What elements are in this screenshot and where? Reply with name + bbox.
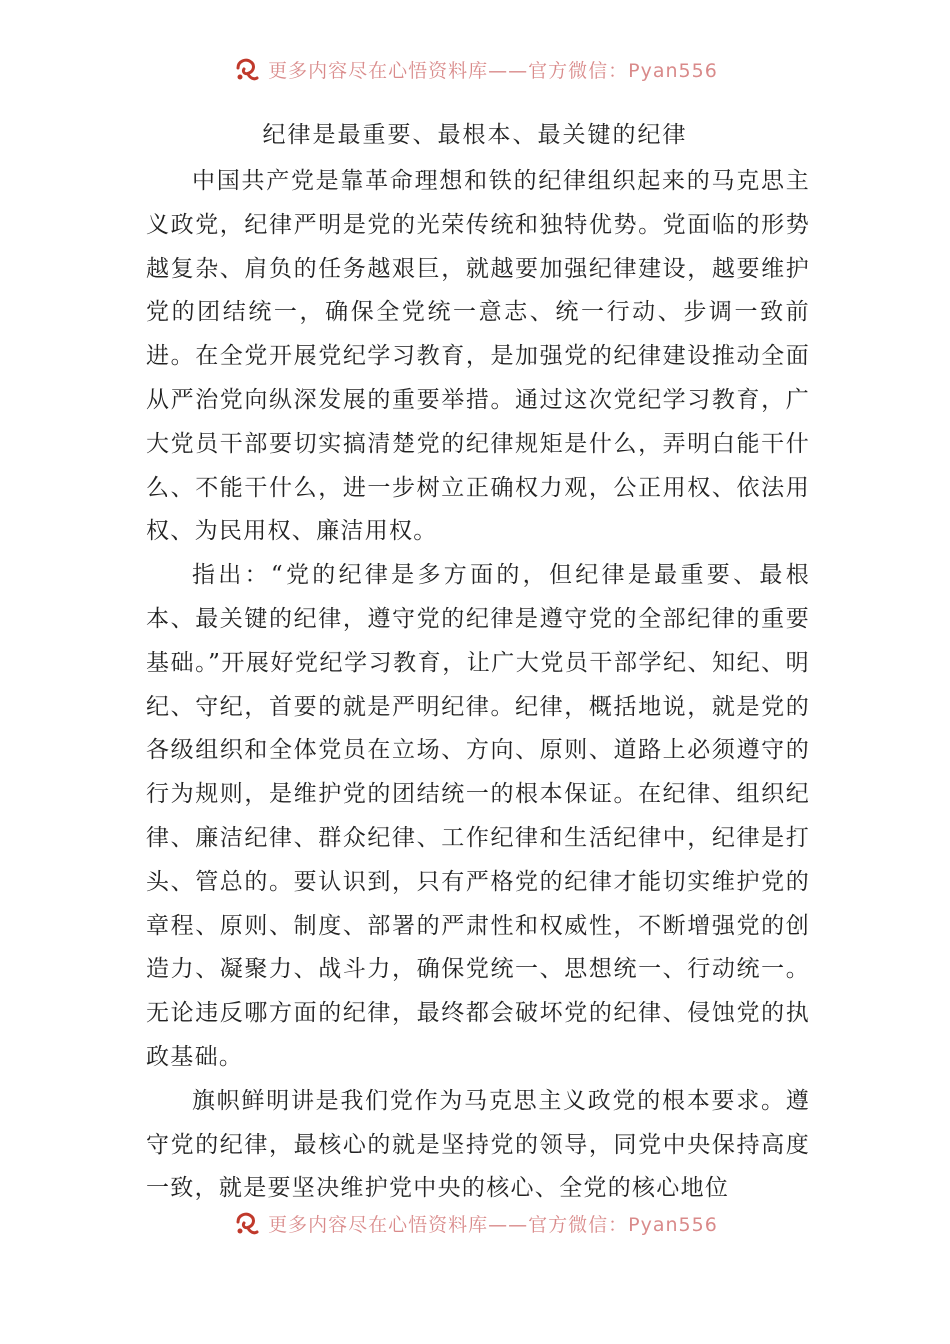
paragraph-2: 指出：“党的纪律是多方面的，但纪律是最重要、最根本、最关键的纪律，遵守党的纪律是遵守党的全部纪律的重要基础。”开展好党纪学习教育，让广大党员干部学纪、知纪、明纪、守纪，首要的就是严明纪律。纪律，概括地说，就是党的各级组织和全体党员在立场、方向、原则、道路上必须遵守的行为规则，是维护党的团结统一的根本保证。在纪律、组织纪律、廉洁纪律、群众纪律、工作纪律和生活纪律中，纪律是打头、管总的。要认识到，只有严格党的纪律才能切实维护党的章程、原则、制度、部署的严肃性和权威性，不断增强党的创造力、凝聚力、战斗力，确保党统一、思想统一、行动统一。无论违反哪方面的纪律，最终都会破坏党的纪律、侵蚀党的执政基础。 <box>146 562 810 1070</box>
watermark-text: 更多内容尽在心悟资料库——官方微信：Pyan556 <box>268 1213 718 1236</box>
brand-logo-icon <box>232 54 262 84</box>
paragraph-3: 旗帜鲜明讲是我们党作为马克思主义政党的根本要求。遵守党的纪律，最核心的就是坚持党的领导，同党中央保持高度一致，就是要坚决维护党中央的核心、全党的核心地位 <box>146 1087 810 1202</box>
watermark-text: 更多内容尽在心悟资料库——官方微信：Pyan556 <box>268 59 718 82</box>
header-watermark-banner <box>0 52 950 86</box>
document-body <box>146 160 810 1211</box>
document-title: 纪律是最重要、最根本、最关键的纪律 <box>262 122 688 148</box>
footer-watermark-banner <box>0 1206 950 1240</box>
paragraph-1: 中国共产党是靠革命理想和铁的纪律组织起来的马克思主义政党，纪律严明是党的光荣传统和独特优势。党面临的形势越复杂、肩负的任务越艰巨，就越要加强纪律建设，越要维护党的团结统一，确保全党统一意志、统一行动、步调一致前进。在全党开展党纪学习教育，是加强党的纪律建设推动全面从严治党向纵深发展的重要举措。通过这次党纪学习教育，广大党员干部要切实搞清楚党的纪律规矩是什么，弄明白能干什么、不能干什么，进一步树立正确权力观，公正用权、依法用权、为民用权、廉洁用权。 <box>146 168 810 545</box>
brand-logo-icon <box>232 1208 262 1238</box>
